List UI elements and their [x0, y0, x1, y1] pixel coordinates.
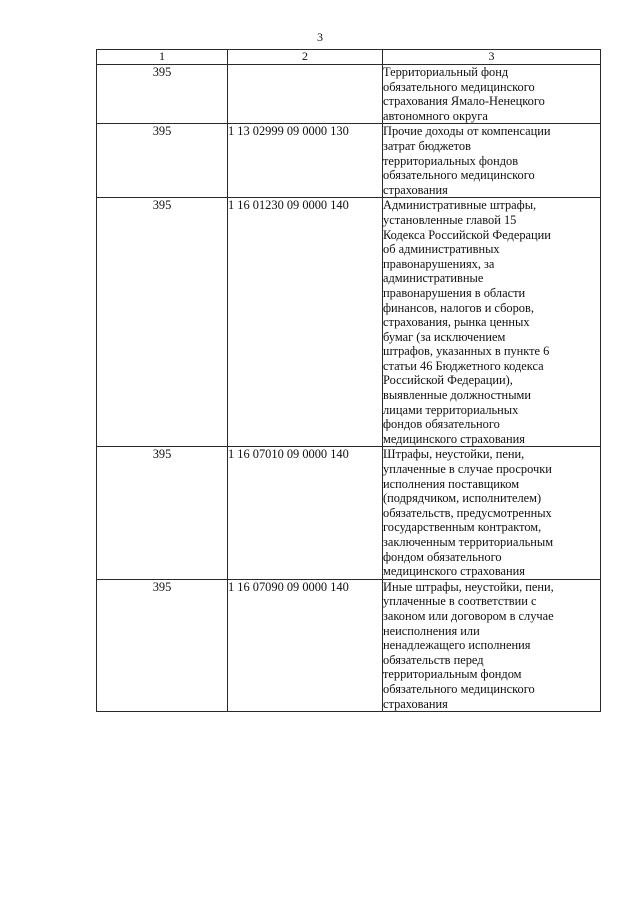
revenue-name-line: (подрядчиком, исполнителем) [383, 491, 542, 506]
table-header-row [97, 50, 601, 65]
table-row [97, 124, 601, 198]
budget-classification-code-cell: 1 16 07090 09 0000 140 [228, 579, 383, 711]
table-row [97, 198, 601, 447]
revenue-name-line: уплаченные в соответствии с [383, 594, 537, 609]
revenue-name-line: неисполнения или [383, 623, 480, 638]
revenue-name-line: государственным контрактом, [383, 520, 542, 535]
admin-code-cell: 395 [97, 447, 228, 579]
revenue-name-line: страхования [383, 696, 448, 711]
table-row [97, 65, 601, 124]
admin-code-cell: 395 [97, 65, 228, 124]
revenue-name-line: заключенным территориальным [383, 535, 554, 549]
revenue-codes-table [96, 49, 601, 712]
revenue-name-line: законом или договором в случае [383, 608, 554, 623]
column-header-3: 3 [383, 50, 601, 65]
admin-code-cell: 395 [97, 198, 228, 447]
revenue-name-line: обязательного медицинского [383, 681, 535, 696]
revenue-name-line: правонарушениях, за [383, 256, 495, 271]
revenue-name-cell [383, 124, 601, 198]
revenue-name-line: медицинского страхования [383, 564, 525, 579]
admin-code-cell: 395 [97, 124, 228, 198]
revenue-name-line: обязательств, предусмотренных [383, 505, 552, 520]
revenue-name-line: страхования, рынка ценных [383, 315, 530, 330]
revenue-name-line: Прочие доходы от компенсации [383, 124, 551, 139]
revenue-name-line: правонарушения в области [383, 285, 526, 300]
admin-code-cell: 395 [97, 579, 228, 711]
budget-classification-code-cell: 1 16 01230 09 0000 140 [228, 198, 383, 447]
revenue-name-line: страхования Ямало-Ненецкого [383, 94, 545, 109]
revenue-name-line: Иные штрафы, неустойки, пени, [383, 579, 554, 594]
revenue-name-line: затрат бюджетов [383, 138, 471, 153]
revenue-name-line: уплаченные в случае просрочки [383, 462, 552, 477]
revenue-name-line: Кодекса Российской Федерации [383, 227, 551, 242]
revenue-name-line: страхования [383, 182, 448, 197]
revenue-name-cell [383, 65, 601, 124]
revenue-name-line: территориальным фондом [383, 667, 522, 682]
column-header-2: 2 [228, 50, 383, 65]
revenue-name-line: ненадлежащего исполнения [383, 638, 531, 653]
revenue-name-line: территориальных фондов [383, 153, 519, 168]
revenue-name-line: лицами территориальных [383, 402, 519, 417]
revenue-name-line: выявленные должностными [383, 388, 531, 403]
revenue-name-line: фондов обязательного [383, 417, 500, 432]
revenue-name-line: бумаг (за исключением [383, 329, 506, 344]
revenue-name-line: обязательств перед [383, 652, 484, 667]
table-row [97, 447, 601, 579]
revenue-name-line: автономного округа [383, 108, 488, 123]
revenue-name-cell [383, 579, 601, 711]
revenue-name-line: Штрафы, неустойки, пени, [383, 447, 525, 462]
revenue-name-line: Административные штрафы, [383, 198, 537, 213]
revenue-name-line: фондом обязательного [383, 549, 502, 564]
budget-classification-code-cell: 1 16 07010 09 0000 140 [228, 447, 383, 579]
revenue-name-line: установленные главой 15 [383, 212, 517, 227]
column-header-1: 1 [97, 50, 228, 65]
revenue-name-line: финансов, налогов и сборов, [383, 300, 534, 315]
revenue-name-line: административные [383, 271, 484, 286]
revenue-name-line: медицинского страхования [383, 431, 525, 446]
budget-classification-code-cell: 1 13 02999 09 0000 130 [228, 124, 383, 198]
revenue-name-line: исполнения поставщиком [383, 476, 520, 491]
revenue-name-line: обязательного медицинского [383, 168, 535, 183]
revenue-name-line: Территориальный фонд [383, 65, 509, 79]
revenue-name-line: обязательного медицинского [383, 79, 535, 94]
revenue-name-line: Российской Федерации), [383, 373, 513, 388]
budget-classification-code-cell [228, 65, 383, 124]
table-row [97, 579, 601, 711]
revenue-name-line: об административных [383, 242, 500, 257]
revenue-name-cell [383, 447, 601, 579]
revenue-name-cell [383, 198, 601, 447]
table-body [97, 65, 601, 712]
revenue-name-line: штрафов, указанных в пункте 6 [383, 344, 550, 359]
revenue-name-line: статьи 46 Бюджетного кодекса [383, 358, 544, 373]
page-number: 3 [317, 30, 323, 44]
